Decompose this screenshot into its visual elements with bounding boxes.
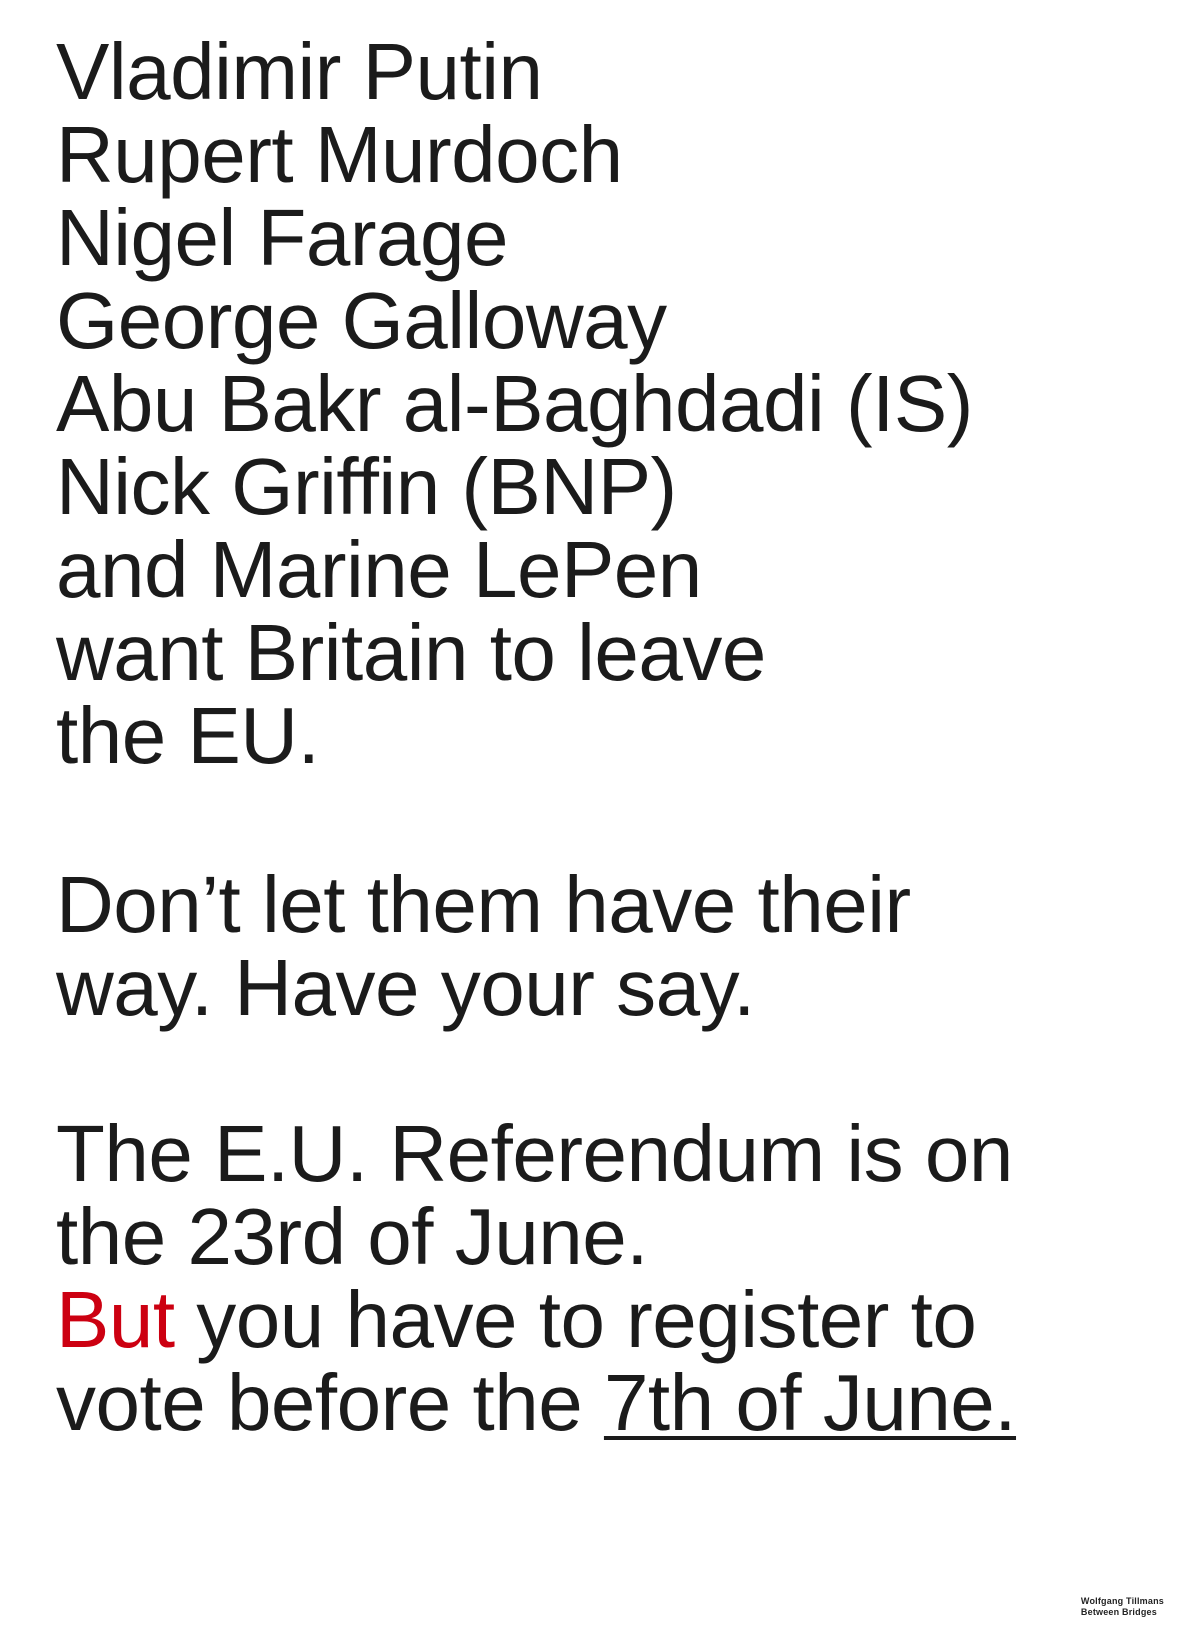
names-block <box>56 27 1116 780</box>
names-line: Abu Bakr al-Baghdadi (IS) <box>56 359 973 448</box>
poster-copy <box>56 27 1116 1447</box>
call-line: way. Have your say. <box>56 943 755 1032</box>
names-line: Nigel Farage <box>56 193 509 282</box>
credit-author: Wolfgang Tillmans <box>1080 1596 1164 1606</box>
info-line-date-1: The E.U. Referendum is on <box>56 1109 1013 1198</box>
info-line-deadline <box>56 1358 1116 1447</box>
names-line: the EU. <box>56 691 320 780</box>
referendum-info-block <box>56 1109 1116 1447</box>
names-line: Nick Griffin (BNP) <box>56 442 677 531</box>
names-line: want Britain to leave <box>56 608 766 697</box>
names-line: Rupert Murdoch <box>56 110 623 199</box>
credit-block <box>1081 1596 1164 1618</box>
names-line: and Marine LePen <box>56 525 702 614</box>
deadline-prefix: vote before the <box>56 1358 604 1447</box>
call-line: Don’t let them have their <box>56 860 911 949</box>
spacer <box>56 1029 1116 1112</box>
names-line: Vladimir Putin <box>56 27 543 116</box>
credit-publisher: Between Bridges <box>1080 1607 1157 1617</box>
names-line: George Galloway <box>56 276 667 365</box>
deadline-date: 7th of June. <box>603 1358 1017 1447</box>
but-emphasis: But <box>56 1275 175 1364</box>
spacer <box>56 777 1116 863</box>
info-line-register <box>56 1275 1116 1364</box>
register-text: you have to register to <box>174 1275 977 1364</box>
call-to-action-block <box>56 860 1116 1032</box>
info-line-date-2: the 23rd of June. <box>56 1192 648 1281</box>
